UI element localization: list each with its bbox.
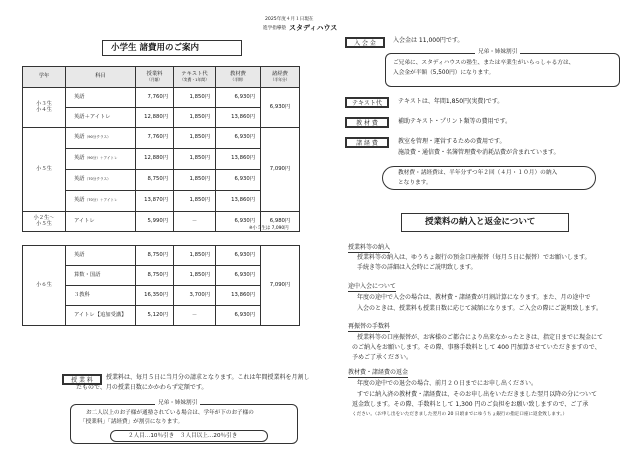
tuition-text-2: たもので、月の授業日数にかかわらず定額です。	[76, 384, 208, 391]
subject-cell: 英語	[66, 246, 136, 266]
facility-text-2: 施設費・通信費・名簿管理費や消耗品費が含まれています。	[398, 149, 560, 156]
tuition-cell: 16,350円	[136, 286, 174, 306]
tuition-label: 授 業 料	[62, 374, 102, 385]
text-cell: 1,850円	[174, 128, 216, 149]
subject-cell: ３教科	[66, 286, 136, 306]
th-grade: 学年	[23, 67, 66, 88]
subject-cell: 英語＋アイトレ	[66, 108, 136, 128]
text-cell: 3,700円	[174, 286, 216, 306]
header-company-small: 進学指導塾	[263, 26, 286, 31]
text-cell: 1,850円	[174, 266, 216, 286]
header-date: 2025年度４月１日現在	[265, 17, 314, 22]
facility-cell: 7,090円	[261, 246, 300, 326]
tuition-cell: 7,760円	[136, 128, 174, 149]
tuition-cell: 8,750円	[136, 246, 174, 266]
midjoin-text-2: 入会のときは、授業料も授業日数に応じて減額になります。ご入会の際にご説明致します。	[357, 305, 603, 312]
tuition-cell: 12,880円	[136, 149, 174, 170]
tuition-cell: 5,120円	[136, 306, 174, 326]
refund-text-1: 授業料等の口座振替が、お客様のご都合により出来なかったときは、指定日までに現金にて	[357, 334, 604, 341]
return-text-4: ください。（お申し出をいただきました翌月の 20 日頃までにゆうちょ銀行の指定口座に返金致します。）	[352, 412, 568, 417]
text-cell: 1,850円	[174, 149, 216, 170]
subject-cell: 英語（90分）＋アイトレ	[66, 149, 136, 170]
subject-cell: 算数・国語	[66, 266, 136, 286]
payment-text-1: 授業料等の納入は、ゆうちょ銀行の預金口座振替（毎月５日に振替）でお願いします。	[357, 254, 591, 261]
materials-cell: 6,930円	[216, 170, 261, 191]
aitore-footnote: ※小５生は 7,090円	[249, 226, 289, 231]
th-materials: 教材費 （半期）	[216, 67, 261, 88]
grade-cell: 小６生	[23, 246, 66, 326]
discount-title: 兄弟・姉妹割引	[155, 400, 200, 407]
return-text-2: すでに納入済の教材費・諸経費は、そのお申し出をいただきました翌月以降の分について	[357, 391, 598, 398]
table-row	[23, 246, 300, 266]
materials-cell: 13,860円	[216, 149, 261, 170]
materials-cell: 6,930円	[216, 246, 261, 266]
text-cell: －	[174, 212, 216, 232]
materials-cell: 13,860円	[216, 191, 261, 212]
refund-text-2: のご納入をお願いします。その際、事務手数料として 400 円加算させていただきますので、	[352, 344, 601, 351]
text-cell: 1,850円	[174, 246, 216, 266]
tuition-text-1: 授業料は、毎月５日に当月分の請求となります。これは年間授業料を月割し	[106, 374, 310, 381]
materials-cell: 6,930円	[216, 306, 261, 326]
text-label: テキスト代	[345, 97, 389, 108]
facility-label: 諸 経 費	[345, 137, 389, 148]
refund-heading: 再振替の手数料	[348, 323, 391, 330]
grade-cell: 小３生 小４生	[23, 88, 66, 128]
midjoin-text-1: 年度の途中で入会の場合は、教材費・諸経費が月割計算になります。また、月の途中で	[357, 294, 591, 301]
subject-cell: アイトレ【追加受講】	[66, 306, 136, 326]
table-row	[23, 88, 300, 108]
discount-text-2: 「授業料」「諸経費」が割引になります。	[80, 419, 184, 425]
text-cell: 1,850円	[174, 88, 216, 108]
subject-cell: 英語（70分）＋アイトレ	[66, 191, 136, 212]
page-title: 小学生 諸費用のご案内	[111, 43, 199, 53]
th-text: テキスト代 （実費・1年間）	[174, 67, 216, 88]
grade-cell: 小２生～ 小５生	[23, 212, 66, 232]
refund-text-3: 予めご了承ください。	[352, 354, 413, 361]
facility-text-1: 教室を管理・運営するための費用です。	[398, 138, 506, 145]
payment-text-2: 手続き等の詳細は入会時にご説明致します。	[357, 264, 477, 271]
tuition-cell: 5,990円	[136, 212, 174, 232]
facility-cell: 7,090円	[261, 128, 300, 212]
facility-cell: 6,930円	[261, 88, 300, 128]
midjoin-heading: 途中入会について	[348, 283, 396, 290]
discount-rates: ２人目…10％引き ３人目以上…20％引き	[128, 433, 238, 439]
text-cell: －	[174, 306, 216, 326]
tuition-cell: 13,870円	[136, 191, 174, 212]
materials-cell: 6,930円	[216, 88, 261, 108]
tuition-cell: 7,760円	[136, 88, 174, 108]
materials-cell: 6,930円	[216, 128, 261, 149]
discount-text-1: お二人以上のお子様が通塾されている場合は、学年が下のお子様の	[86, 410, 254, 416]
header-company: スタディハウス	[289, 24, 338, 32]
materials-cell: 6,930円	[216, 212, 261, 232]
entrance-label: 入 会 金	[345, 37, 385, 48]
tuition-cell: 8,750円	[136, 170, 174, 191]
section-title: 授業料の納入と返金について	[425, 217, 536, 227]
payment-heading: 授業料等の納入	[348, 244, 391, 251]
sibling-text-1: ご兄弟に、スタディハウスの塾生、または卒業生がいらっしゃる方は、	[393, 60, 575, 66]
fee-table	[22, 66, 300, 326]
text-fee-text: テキストは、年間1,850円(実費)です。	[398, 98, 504, 105]
subject-cell: 英語（70分クラス）	[66, 170, 136, 191]
facility-cell: 6,980円	[261, 212, 300, 232]
materials-text: 補助テキスト・プリント類等の費用です。	[398, 118, 512, 125]
materials-label: 教 材 費	[345, 117, 389, 128]
table-row	[23, 128, 300, 149]
return-text-3: 返金致します。その際、手数料として 1,300 円のご負担をお願い致しますので、ご了承	[352, 401, 589, 408]
semi-note-1: 教材費・諸経費は、半年分ずつ年２回（４月・１０月）の納入	[398, 170, 558, 176]
materials-cell: 13,860円	[216, 108, 261, 128]
entrance-text: 入会金は 11,000円です。	[393, 37, 464, 44]
materials-cell: 6,930円	[216, 266, 261, 286]
subject-cell: アイトレ	[66, 212, 136, 232]
text-cell: 1,850円	[174, 191, 216, 212]
return-text-1: 年度の途中での退会の場合、前月２０日までにお申し出ください。	[357, 380, 538, 387]
return-heading: 教材費・諸経費の返金	[348, 369, 409, 376]
text-cell: 1,850円	[174, 170, 216, 191]
semi-note-2: となります。	[398, 180, 432, 186]
th-tuition: 授業料 （月額）	[136, 67, 174, 88]
sibling-title: 兄弟・姉妹割引	[475, 49, 520, 56]
subject-cell: 英語（90分クラス）	[66, 128, 136, 149]
grade-cell: 小５生	[23, 128, 66, 212]
subject-cell: 英語	[66, 88, 136, 108]
tuition-cell: 8,750円	[136, 266, 174, 286]
th-subject: 科目	[66, 67, 136, 88]
sibling-text-2: 入会金が半額（5,500円）になります。	[393, 70, 495, 76]
tuition-cell: 12,880円	[136, 108, 174, 128]
text-cell: 1,850円	[174, 108, 216, 128]
th-facility: 諸経費 （半年分）	[261, 67, 300, 88]
materials-cell: 13,860円	[216, 286, 261, 306]
